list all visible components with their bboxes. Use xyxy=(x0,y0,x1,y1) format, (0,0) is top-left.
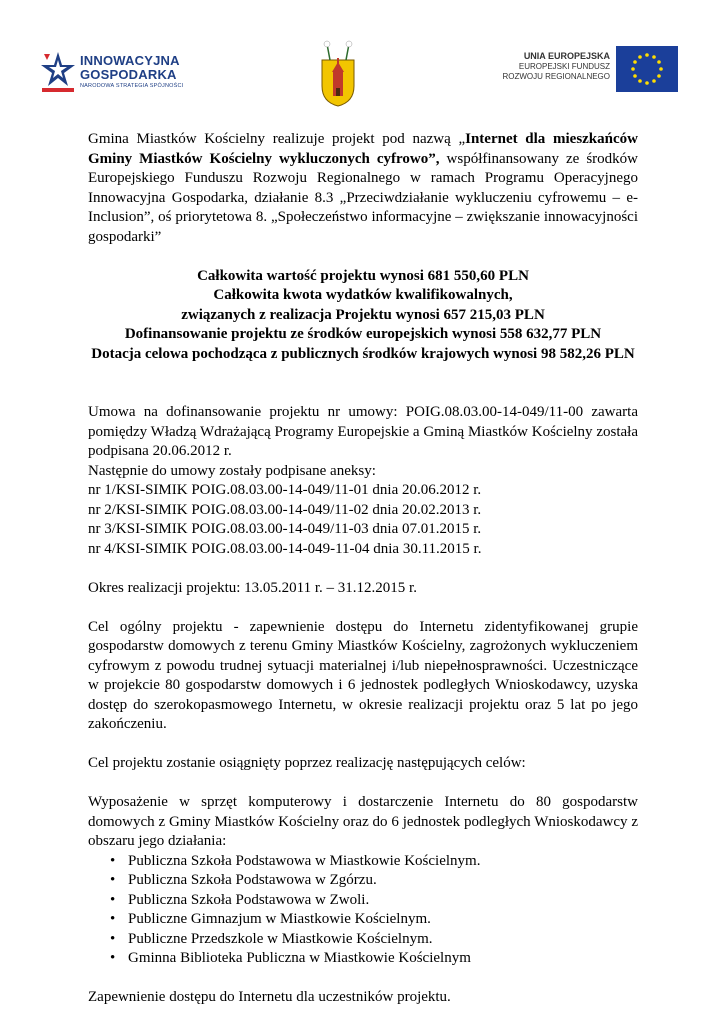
logo-text-line1: INNOWACYJNA xyxy=(80,53,180,68)
general-goal-paragraph: Cel ogólny projektu - zapewnienie dostępu do Internetu zidentyfikowanej grupie gospodarstw domowych z terenu Gminy Miastków Kościelny, zagrożonych wykluczeniem cyfrowym z powodu trudnej sytuacji materialnej i/lub niepełnosprawności. Uczestniczące w projekcie 80 gospodarstw domowych i 6 jednostek podległych Wnioskodawcy, uzyska dostęp do szerokopasmowego Internetu, w okresie realizacji projektu oraz 5 lat po jego zakończeniu. xyxy=(88,618,638,732)
eu-text-line3: ROZWOJU REGIONALNEGO xyxy=(502,72,610,81)
units-list xyxy=(88,852,638,969)
annexes-intro: Następnie do umowy zostały podpisane aneksy: xyxy=(88,462,376,479)
logo-header xyxy=(0,38,725,118)
financial-line-3: związanych z realizacja Projektu wynosi 657 215,03 PLN xyxy=(181,306,545,323)
goal-achievement-text: Cel projektu zostanie osiągnięty poprzez realizację następujących celów: xyxy=(88,755,526,771)
annex-line: nr 4/KSI-SIMIK POIG.08.03.00-14-049-11-04 dnia 30.11.2015 r. xyxy=(88,540,482,557)
annex-line: nr 2/KSI-SIMIK POIG.08.03.00-14-049/11-02 dnia 20.02.2013 r. xyxy=(88,501,482,518)
list-item: • Publiczna Szkoła Podstawowa w Zwoli. xyxy=(88,891,638,911)
eu-flag-icon xyxy=(616,46,678,92)
eu-logo xyxy=(488,46,678,96)
list-item: • Publiczna Szkoła Podstawowa w Zgórzu. xyxy=(88,871,638,891)
agreement-paragraph: Umowa na dofinansowanie projektu nr umowy: POIG.08.03.00-14-049/11-00 zawarta pomiędzy Władzą Wdrażającą Programy Europejskie a Gminą Miastków Kościelny została podpisana 20.06.2012 r. xyxy=(88,404,638,459)
financial-line-2: Całkowita kwota wydatków kwalifikowalnych, xyxy=(213,287,513,303)
financial-line-5: Dotacja celowa pochodząca z publicznych środków krajowych wynosi 98 582,26 PLN xyxy=(91,345,635,362)
annex-line: nr 3/KSI-SIMIK POIG.08.03.00-14-049/11-03 dnia 07.01.2015 r. xyxy=(88,521,482,537)
project-title: Internet dla mieszkańców Gminy Miastków Kościelny wykluczonych cyfrowo”, xyxy=(88,131,638,167)
closing-text: Zapewnienie dostępu do Internetu dla uczestników projektu. xyxy=(88,989,451,1005)
financial-line-4: Dofinansowanie projektu ze środków europejskich wynosi 558 632,77 PLN xyxy=(124,326,602,342)
eu-text-line2: EUROPEJSKI FUNDUSZ xyxy=(518,62,610,71)
list-item: • Publiczne Przedszkole w Miastkowie Kościelnym. xyxy=(88,930,638,950)
annex-line: nr 1/KSI-SIMIK POIG.08.03.00-14-049/11-01 dnia 20.06.2012 r. xyxy=(88,482,482,498)
innowacyjna-gospodarka-logo xyxy=(40,50,200,100)
financial-line-1: Całkowita wartość projektu wynosi 681 550,60 PLN xyxy=(197,267,529,284)
project-period: Okres realizacji projektu: 13.05.2011 r. – 31.12.2015 r. xyxy=(88,579,417,596)
logo-text-line2: GOSPODARKA xyxy=(80,67,177,82)
eu-text-line1: UNIA EUROPEJSKA xyxy=(523,51,610,61)
list-item: • Publiczna Szkoła Podstawowa w Miastkowie Kościelnym. xyxy=(88,852,638,872)
document-body xyxy=(88,130,638,1008)
equipment-paragraph: Wyposażenie w sprzęt komputerowy i dostarczenie Internetu do 80 gospodarstw domowych z Gminy Miastków Kościelny oraz do 6 jednostek podległych Wnioskodawcy z obszaru jego działania: xyxy=(88,794,638,849)
intro-text-end: współfinansowany ze środków Europejskiego Funduszu Rozwoju Regionalnego w ramach Programu Operacyjnego Innowacyjna Gospodarka, działanie 8.3 „Przeciwdziałanie wykluczeniu cyfrowemu – e-Inclusion”, oś priorytetowa 8. „Społeczeństwo informacyjne – zwiększanie innowacyjności gospodarki” xyxy=(88,150,639,245)
list-item: • Publiczne Gimnazjum w Miastkowie Kościelnym. xyxy=(88,910,638,930)
logo-text-line3: NARODOWA STRATEGIA SPÓJNOŚCI xyxy=(80,83,184,89)
intro-text-start: Gmina Miastków Kościelny realizuje projekt pod nazwą „ xyxy=(88,131,466,147)
star-logo-icon xyxy=(40,50,76,96)
coat-of-arms-icon xyxy=(318,38,358,108)
list-item: • Gminna Biblioteka Publiczna w Miastkowie Kościelnym xyxy=(88,949,638,969)
intro-paragraph xyxy=(88,130,638,247)
